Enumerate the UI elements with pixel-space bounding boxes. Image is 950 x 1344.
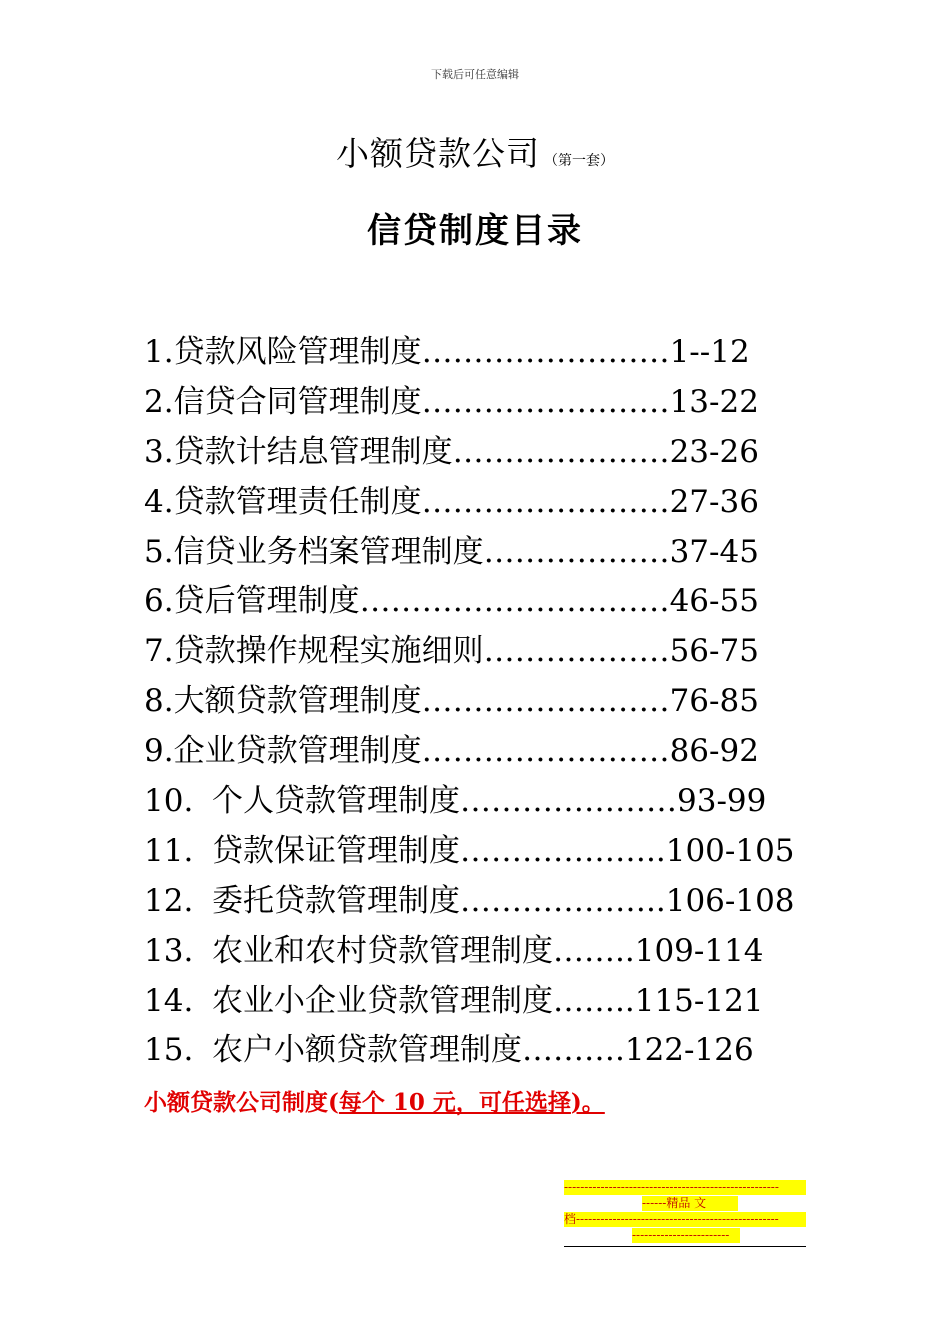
toc-entry xyxy=(144,827,844,877)
toc-entry-pages: 100-105 xyxy=(665,832,795,869)
watermark-stamp xyxy=(564,1180,806,1247)
toc-entry-leader: …………………… xyxy=(421,334,670,370)
toc-entry-leader: …………………… xyxy=(421,733,670,770)
stamp-line-1: ----------------------------------------------------- xyxy=(564,1180,806,1195)
toc-entry xyxy=(144,877,844,927)
toc-entry-leader: ……………….. xyxy=(460,832,666,869)
toc-entry-pages: 46-55 xyxy=(669,583,759,620)
toc-entry xyxy=(144,727,844,777)
toc-entry-pages: 27-36 xyxy=(669,483,759,520)
toc-entry-title: 农业小企业贷款管理制度 xyxy=(212,982,553,1019)
toc-entry-leader: …………………… xyxy=(421,683,670,720)
toc-entry-pages: 93-99 xyxy=(677,783,767,820)
toc-entry-pages: 122-126 xyxy=(624,1032,754,1069)
toc-entry-pages: 109-114 xyxy=(634,932,764,969)
toc-entry-title: 贷款计结息管理制度 xyxy=(173,433,453,470)
toc-entry-pages: 76-85 xyxy=(669,683,759,720)
toc-entry xyxy=(144,977,844,1027)
toc-entry-pages: 86-92 xyxy=(669,733,759,770)
toc-entry-leader: …………………… xyxy=(421,383,670,420)
toc-entry-title: 信贷业务档案管理制度 xyxy=(173,533,484,570)
toc-entry xyxy=(144,1026,844,1076)
toc-entry-number: 11. xyxy=(144,832,194,869)
toc-entry-leader: ……………… xyxy=(483,533,670,570)
toc-entry-leader: ………………… xyxy=(460,783,677,820)
toc-entry-number: 5. xyxy=(144,533,174,570)
toc-entry-number: 10. xyxy=(144,783,194,820)
toc-entry-title: 个人贷款管理制度 xyxy=(212,783,460,820)
toc-entry-number: 15. xyxy=(144,1032,194,1069)
toc-entry xyxy=(144,777,844,827)
toc-entry xyxy=(144,478,844,528)
toc-entry-number: 2. xyxy=(144,383,174,420)
toc-entry-title: 大额贷款管理制度 xyxy=(173,683,422,720)
toc-entry-pages: 37-45 xyxy=(669,533,759,570)
toc-entry-number: 12. xyxy=(144,882,194,919)
table-of-contents xyxy=(144,328,844,1076)
toc-entry-leader: ……………….. xyxy=(460,882,666,919)
toc-entry-leader: ………………………… xyxy=(359,583,670,620)
title-main: 小额贷款公司 xyxy=(336,134,540,173)
toc-entry-title: 贷款风险管理制度 xyxy=(173,334,422,370)
toc-entry-number: 3. xyxy=(144,433,174,470)
toc-entry xyxy=(144,627,844,677)
title-sub: （第一套） xyxy=(544,153,614,169)
stamp-line-4: ------------------------ xyxy=(632,1228,740,1243)
toc-entry-pages: 23-26 xyxy=(669,433,759,470)
toc-entry xyxy=(144,378,844,428)
toc-entry-title: 贷款操作规程实施细则 xyxy=(173,633,484,670)
toc-entry-leader: …….. xyxy=(553,982,635,1019)
toc-entry-title: 企业贷款管理制度 xyxy=(173,733,422,770)
toc-entry-pages: 1--12 xyxy=(669,334,750,370)
toc-entry-number: 9. xyxy=(144,733,174,770)
toc-entry-title: 信贷合同管理制度 xyxy=(173,383,422,420)
toc-entry-number: 1. xyxy=(144,334,174,370)
toc-entry xyxy=(144,528,844,578)
toc-entry xyxy=(144,677,844,727)
toc-entry xyxy=(144,577,844,627)
toc-entry-title: 贷款管理责任制度 xyxy=(173,483,422,520)
toc-entry-pages: 56-75 xyxy=(669,633,759,670)
toc-entry-pages: 106-108 xyxy=(665,882,795,919)
toc-entry-pages: 115-121 xyxy=(634,982,764,1019)
toc-entry xyxy=(144,927,844,977)
toc-entry-title: 农户小额贷款管理制度 xyxy=(212,1032,522,1069)
toc-entry-leader: …………………… xyxy=(421,483,670,520)
price-note-suffix: )。 xyxy=(570,1089,605,1116)
toc-entry-leader: ………………… xyxy=(452,433,670,470)
toc-entry-number: 13. xyxy=(144,932,194,969)
toc-entry-leader: ………. xyxy=(522,1032,625,1069)
toc-entry xyxy=(144,328,844,378)
toc-entry-number: 4. xyxy=(144,483,174,520)
document-title xyxy=(0,128,950,175)
toc-heading: 信贷制度目录 xyxy=(367,211,583,251)
stamp-line-3: 档-------------------------------------------------- xyxy=(564,1212,806,1227)
toc-entry-number: 6. xyxy=(144,583,174,620)
toc-entry-title: 贷后管理制度 xyxy=(173,583,360,620)
toc-entry-title: 委托贷款管理制度 xyxy=(212,882,460,919)
header-note: 下载后可任意编辑 xyxy=(431,68,519,81)
stamp-line-2: ------精品 文 xyxy=(642,1196,738,1211)
toc-entry xyxy=(144,428,844,478)
toc-entry-leader: ……………… xyxy=(483,633,670,670)
price-note-prefix: 小额贷款公司制度( xyxy=(144,1089,339,1116)
toc-entry-number: 8. xyxy=(144,683,174,720)
price-note xyxy=(144,1084,605,1117)
toc-entry-title: 农业和农村贷款管理制度 xyxy=(212,932,553,969)
toc-entry-number: 7. xyxy=(144,633,174,670)
toc-entry-title: 贷款保证管理制度 xyxy=(212,832,460,869)
toc-entry-leader: …….. xyxy=(553,932,635,969)
toc-entry-pages: 13-22 xyxy=(669,383,759,420)
toc-entry-number: 14. xyxy=(144,982,194,1019)
price-note-underlined: 每个 10 元，可任选择 xyxy=(338,1089,571,1116)
